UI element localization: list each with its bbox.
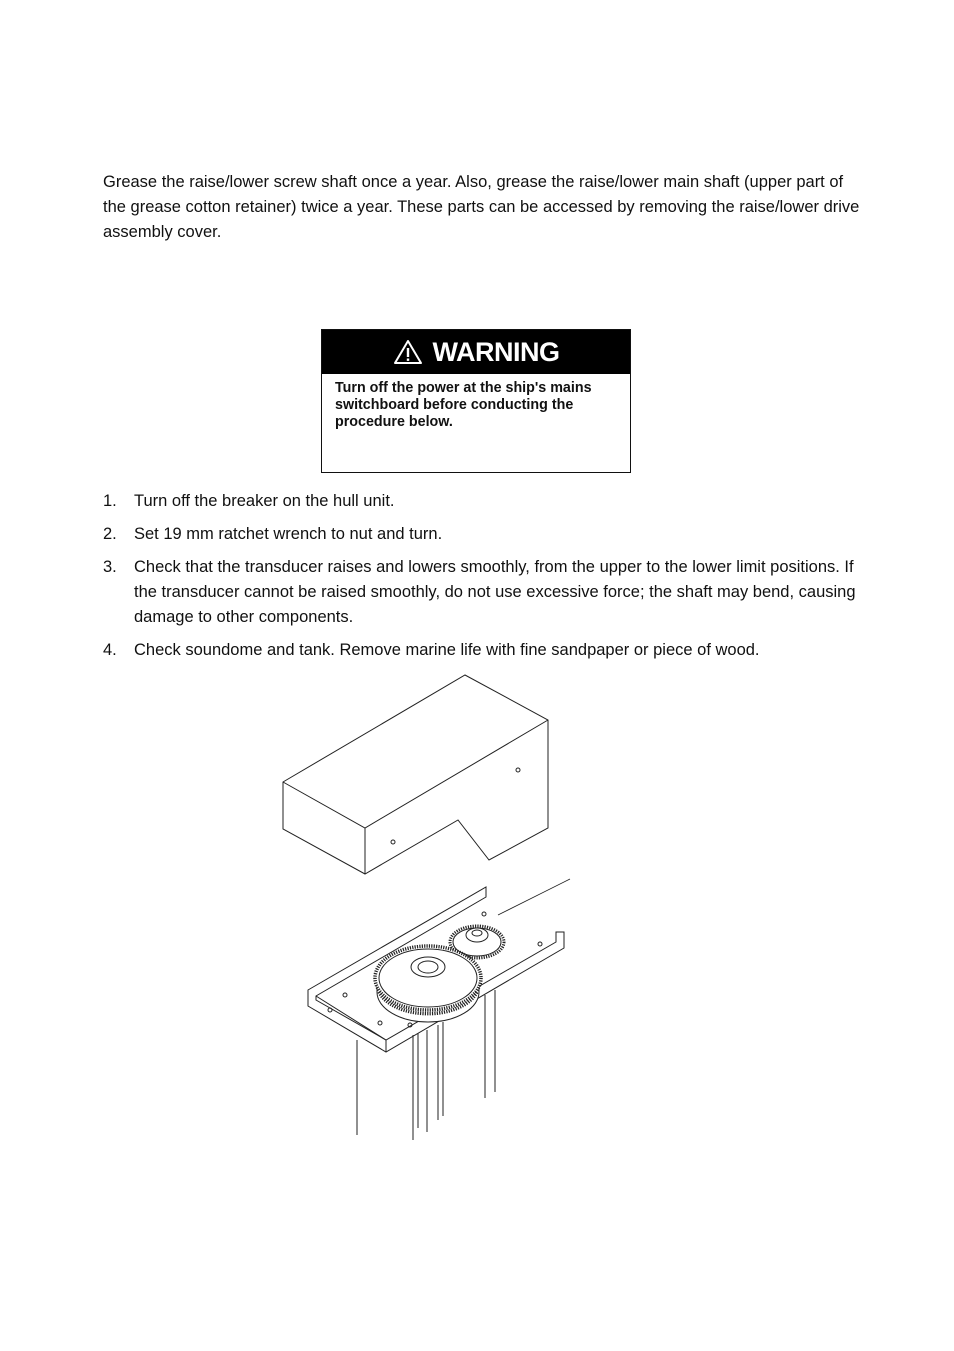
large-gear xyxy=(375,946,481,1022)
procedure-steps xyxy=(103,489,863,671)
warning-header xyxy=(322,330,630,374)
step-text: Check soundome and tank. Remove marine life with fine sandpaper or piece of wood. xyxy=(134,641,760,659)
step-item xyxy=(103,489,863,514)
warning-triangle-icon xyxy=(393,339,423,365)
step-text: Check that the transducer raises and lowers smoothly, from the upper to the lower limit positions. If the transducer cannot be raised smoothly, do not use excessive force; the shaft may bend, causing damage to other components. xyxy=(134,558,856,626)
step-item xyxy=(103,522,863,547)
step-number: 2. xyxy=(103,525,117,543)
step-text: Set 19 mm ratchet wrench to nut and turn. xyxy=(134,525,443,543)
intro-paragraph: Grease the raise/lower screw shaft once a year. Also, grease the raise/lower main shaft (upper part of the grease cotton retainer) twice a year. These parts can be accessed by removing the raise/lower drive assembly cover. xyxy=(103,173,860,241)
warning-text: Turn off the power at the ship's mains switchboard before conducting the procedure below. xyxy=(335,380,592,430)
step-number: 3. xyxy=(103,558,117,576)
drive-assembly-cover xyxy=(283,675,548,874)
warning-box xyxy=(321,329,631,473)
step-number: 4. xyxy=(103,641,117,659)
step-item xyxy=(103,555,863,630)
step-item xyxy=(103,638,863,663)
warning-title: WARNING xyxy=(432,336,560,367)
step-text: Turn off the breaker on the hull unit. xyxy=(134,492,395,510)
step-number: 1. xyxy=(103,492,117,510)
drive-assembly-illustration xyxy=(270,668,580,1148)
